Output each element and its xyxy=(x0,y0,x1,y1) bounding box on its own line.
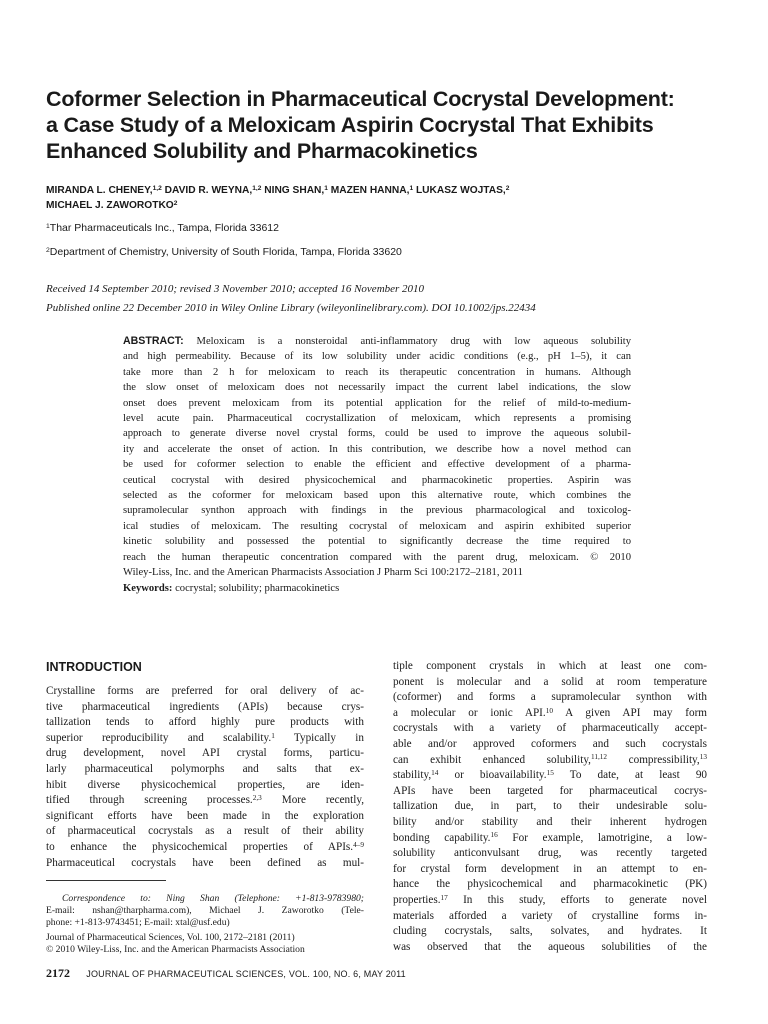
author-name: MIRANDA L. CHENEY, xyxy=(46,185,153,196)
citation-ref: 15 xyxy=(546,768,554,777)
body-text: superior reproducibility and scalability. xyxy=(46,731,272,744)
body-text: bonding capability. xyxy=(393,831,491,844)
body-text: tive pharmaceutical ingredients (APIs) because crys- xyxy=(46,700,364,713)
body-line xyxy=(393,753,707,769)
abstract-line: level acute pain. Pharmaceutical cocrystallization of meloxicam, which represents a promising xyxy=(123,413,631,425)
body-text: tiple component crystals in which at least one com- xyxy=(393,660,707,672)
published-info: Published online 22 December 2010 in Wiley Online Library (wileyonlinelibrary.com). DOI 10.1002/jps.22434 xyxy=(46,302,536,314)
body-text: solubility anticonvulsant drug, was recently targeted xyxy=(393,847,707,860)
body-text: was observed that the aqueous solubilities of the xyxy=(393,940,707,953)
journal-citation-line: Journal of Pharmaceutical Sciences, Vol. 100, 2172–2181 (2011) xyxy=(46,931,295,943)
body-line xyxy=(46,731,364,747)
introduction-heading: INTRODUCTION xyxy=(46,660,142,674)
running-footer-journal: JOURNAL OF PHARMACEUTICAL SCIENCES, VOL. 100, NO. 6, MAY 2011 xyxy=(86,969,406,979)
author-list xyxy=(46,183,726,213)
abstract-line: reach the human therapeutic concentration compared with the parent drug, meloxicam. © 2010 xyxy=(123,551,631,563)
abstract-line: kinetic solubility and possessed the potential to significantly decrease the time required to xyxy=(123,536,631,548)
correspondence-line: phone: +1-813-9743451; E-mail: xtal@usf.edu) xyxy=(46,917,230,929)
author-affil-ref: 1 xyxy=(324,185,328,193)
abstract-line: Wiley-Liss, Inc. and the American Pharmacists Association J Pharm Sci 100:2172–2181, 2011 xyxy=(123,567,523,579)
author-affil-ref: 1 xyxy=(409,185,414,193)
body-line xyxy=(393,909,707,925)
author-affil-ref: 2 xyxy=(173,200,178,208)
citation-ref: 1 xyxy=(271,731,275,740)
body-text: ponent is molecular and a solid at room temperature xyxy=(393,675,707,688)
citation-ref: 14 xyxy=(431,768,439,777)
received-dates: Received 14 September 2010; revised 3 November 2010; accepted 16 November 2010 xyxy=(46,283,425,295)
body-text: Pharmaceutical cocrystals have been defined as mul- xyxy=(46,856,364,869)
abstract-line: selected as the coformer for meloxicam based upon this alternative route, which combines the xyxy=(123,490,631,502)
title-line: Coformer Selection in Pharmaceutical Cocrystal Development: xyxy=(46,87,675,111)
body-line xyxy=(393,940,707,956)
body-text: bility and/or stability and their inherent hydrogen xyxy=(393,815,707,828)
body-line xyxy=(393,768,707,784)
citation-ref: 16 xyxy=(490,831,498,840)
body-line xyxy=(393,893,707,909)
abstract-line: ical studies of meloxicam. The resulting cocrystal of meloxicam and aspirin exhibited superior xyxy=(123,520,631,532)
abstract-line: and high permeability. Because of its low solubility under acidic conditions (e.g., pH 1–5), it can xyxy=(123,351,631,363)
body-text: To date, at least 90 xyxy=(553,769,708,782)
correspondence-line xyxy=(46,893,364,905)
body-text: able and/or approved coformers and such cocrystals xyxy=(393,737,707,750)
keywords-line xyxy=(123,581,631,596)
body-text: A given API may form xyxy=(552,706,707,719)
affiliation-1 xyxy=(46,222,279,234)
body-line xyxy=(46,824,364,840)
body-line xyxy=(393,737,707,753)
author-name: MICHAEL J. ZAWOROTKO xyxy=(46,200,174,211)
body-text: cluding cocrystals, salts, solvates, and hydrates. It xyxy=(393,925,707,938)
body-text: for crystal form development in an attempt to en- xyxy=(393,862,707,875)
body-text: Crystalline forms are preferred for oral delivery of ac- xyxy=(46,685,364,697)
body-line xyxy=(393,862,707,878)
keywords-text: cocrystal; solubility; pharmacokinetics xyxy=(172,582,340,594)
body-line xyxy=(46,793,364,809)
body-line xyxy=(393,815,707,831)
abstract-line: the slow onset of meloxicam does not necessarily impact the current label indications, the slow xyxy=(123,382,631,394)
body-text: of pharmaceutical cocrystals as a result of their ability xyxy=(46,825,364,838)
citation-ref: 2,3 xyxy=(252,793,262,802)
body-text: stability, xyxy=(393,769,432,782)
body-line xyxy=(393,924,707,940)
body-text: tified through screening processes. xyxy=(46,794,253,807)
body-text: More recently, xyxy=(261,794,365,807)
page-number: 2172 xyxy=(46,966,70,980)
citation-ref: 10 xyxy=(545,706,553,715)
body-text: For example, lamotrigine, a low- xyxy=(497,831,707,844)
author-affil-ref: 2 xyxy=(505,185,510,193)
body-line xyxy=(46,684,364,700)
body-line xyxy=(393,659,707,675)
body-line xyxy=(393,690,707,706)
abstract-line: approach to generate diverse novel crystal forms, could be used to improve the aqueous solubil- xyxy=(123,428,631,440)
intro-left-column xyxy=(46,684,364,871)
body-text: Typically in xyxy=(274,731,364,744)
abstract-line: supramolecular synthon approach with findings in the previous pharmacological and toxicolog- xyxy=(123,505,631,517)
abstract-line xyxy=(123,334,631,349)
body-line xyxy=(46,778,364,794)
author-affil-ref: 1,2 xyxy=(152,185,162,193)
body-line xyxy=(46,856,364,872)
abstract-line: be used for coformer selection to enable the efficient and effective development of a pharma- xyxy=(123,459,631,471)
body-text: to enhance the physicochemical properties of APIs. xyxy=(46,840,354,853)
correspondence-line: E-mail: nshan@tharpharma.com), Michael J. Zaworotko (Tele- xyxy=(46,905,364,917)
body-text: can exhibit enhanced solubility, xyxy=(393,753,591,766)
publication-dates xyxy=(46,280,726,318)
affiliation-text: Department of Chemistry, University of South Florida, Tampa, Florida 33620 xyxy=(49,246,402,258)
citation-ref: 17 xyxy=(440,893,448,902)
body-line xyxy=(393,784,707,800)
body-line xyxy=(393,721,707,737)
affiliation-2 xyxy=(46,246,402,258)
author-name: MAZEN HANNA, xyxy=(327,185,410,196)
body-text: (coformer) and forms a supramolecular synthon with xyxy=(393,691,707,704)
body-line xyxy=(393,831,707,847)
body-line xyxy=(46,715,364,731)
body-text: a molecular or ionic API. xyxy=(393,706,546,719)
body-line xyxy=(393,846,707,862)
abstract-line: ceutical cocrystal with desired physicochemical and pharmacokinetic properties. Aspirin was xyxy=(123,474,631,486)
body-line xyxy=(46,762,364,778)
affiliation-text: Thar Pharmaceuticals Inc., Tampa, Florida 33612 xyxy=(49,222,279,234)
body-line xyxy=(46,746,364,762)
body-text: hance the physicochemical and pharmacokinetic (PK) xyxy=(393,878,707,891)
body-text: hibit diverse physicochemical properties, are iden- xyxy=(46,778,364,791)
abstract-line: take more than 2 h for meloxicam to reach its therapeutic concentration in humans. Although xyxy=(123,366,631,378)
citation-ref: 4–9 xyxy=(353,840,364,849)
abstract-label: ABSTRACT: xyxy=(123,335,184,347)
abstract-line: ity and accelerate the onset of action. In this contribution, we describe how a novel method can xyxy=(123,443,631,455)
author-name: DAVID R. WEYNA, xyxy=(161,185,253,196)
copyright-line: © 2010 Wiley-Liss, Inc. and the American Pharmacists Association xyxy=(46,943,305,955)
article-title xyxy=(46,86,726,164)
abstract xyxy=(123,334,631,596)
body-text: significant efforts have been made in the exploration xyxy=(46,809,364,822)
intro-right-column xyxy=(393,659,707,955)
body-text: tallization tends to afford highly pure products with xyxy=(46,716,364,729)
title-line: Enhanced Solubility and Pharmacokinetics xyxy=(46,139,478,163)
correspondence-text: Correspondence to: Ning Shan (Telephone: +1-813-9783980; xyxy=(62,893,364,904)
author-affil-ref: 1,2 xyxy=(252,185,262,193)
author-name: NING SHAN, xyxy=(261,185,325,196)
footnote-rule xyxy=(46,880,166,881)
body-text: compressibility, xyxy=(607,753,700,766)
author-line xyxy=(46,183,726,198)
author-name: LUKASZ WOJTAS, xyxy=(413,185,506,196)
affiliation-ref: 2 xyxy=(46,246,50,254)
body-line xyxy=(393,877,707,893)
affiliation-ref: 1 xyxy=(46,222,50,230)
abstract-line: onset does prevent meloxicam from its potential application for the relief of mild-to-medium- xyxy=(123,397,631,409)
body-line xyxy=(393,675,707,691)
body-text: materials afforded a variety of crystalline forms in- xyxy=(393,909,707,922)
body-line xyxy=(46,700,364,716)
correspondence-footnote xyxy=(46,893,364,956)
body-text: properties. xyxy=(393,893,441,906)
keywords-label: Keywords: xyxy=(123,582,173,594)
body-line xyxy=(46,840,364,856)
body-line xyxy=(46,809,364,825)
body-text: drug development, novel API crystal forms, particu- xyxy=(46,747,364,760)
body-line xyxy=(393,706,707,722)
body-text: or bioavailability. xyxy=(438,769,547,782)
body-text: APIs have been targeted for pharmaceutical cocrys- xyxy=(393,784,707,797)
body-text: larly pharmaceutical polymorphs and salts that ex- xyxy=(46,762,364,775)
body-text: In this study, efforts to generate novel xyxy=(447,893,707,906)
abstract-text: Meloxicam is a nonsteroidal anti-inflammatory drug with low aqueous solubility xyxy=(183,336,631,347)
body-line xyxy=(393,799,707,815)
citation-ref: 11,12 xyxy=(590,753,608,762)
page-footer xyxy=(46,966,406,981)
citation-ref: 13 xyxy=(699,753,707,762)
body-text: tallization due, in part, to their undesirable solu- xyxy=(393,800,707,813)
author-line xyxy=(46,198,726,213)
title-line: a Case Study of a Meloxicam Aspirin Cocrystal That Exhibits xyxy=(46,113,654,137)
body-text: cocrystals with a variety of pharmaceutically accept- xyxy=(393,722,707,735)
